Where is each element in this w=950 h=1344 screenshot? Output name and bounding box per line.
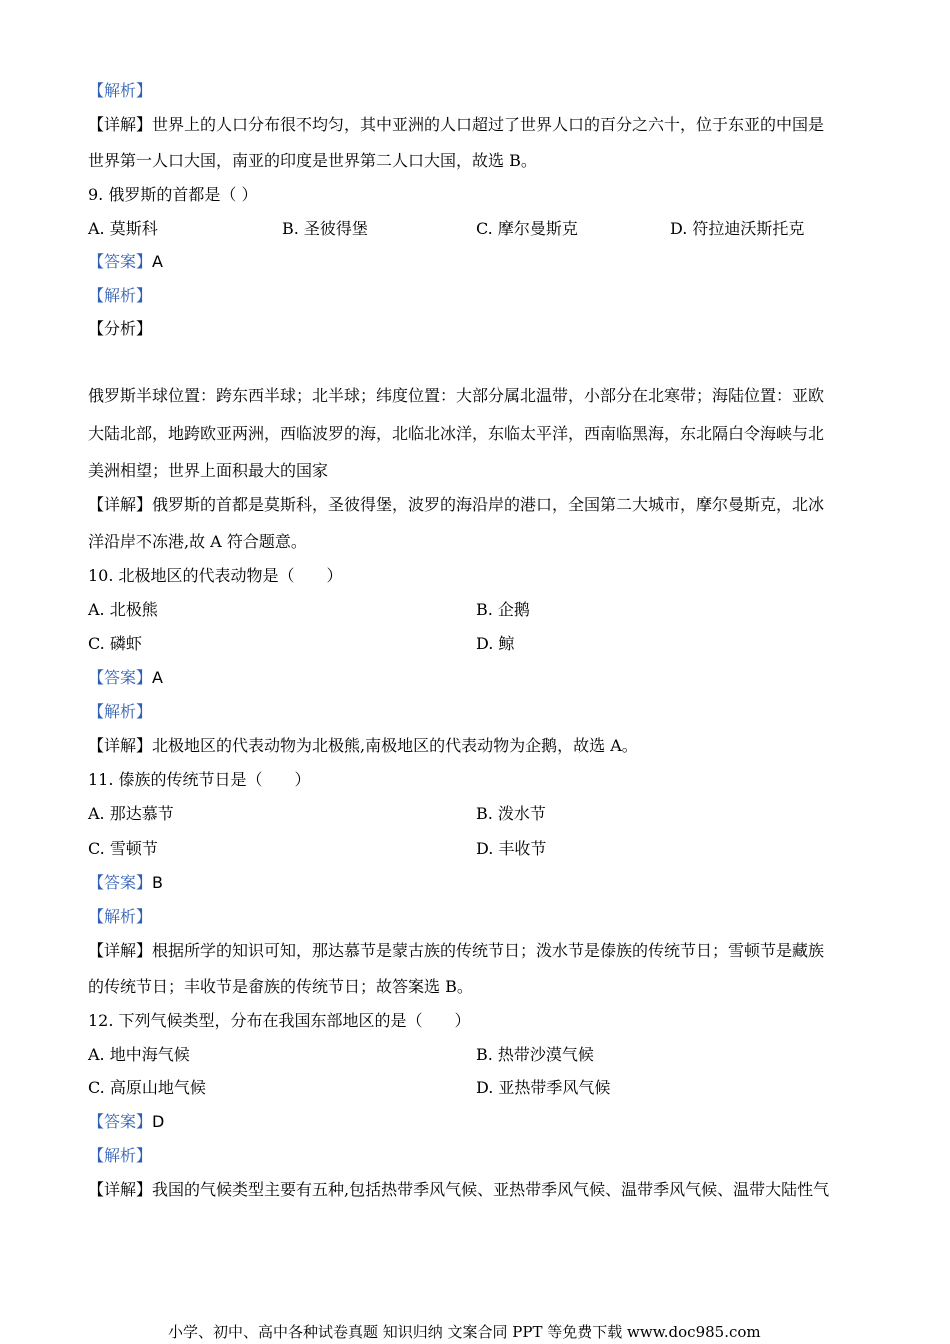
- question-stem: 11. 傣族的传统节日是（ ）: [88, 770, 311, 789]
- option-d: D. 丰收节: [476, 839, 547, 858]
- answer-tag: 【答案】: [88, 1112, 153, 1131]
- detail-line: [88, 735, 638, 757]
- detail-line: [88, 1179, 829, 1201]
- option-c: C. 摩尔曼斯克: [476, 219, 578, 238]
- option-b: B. 企鹅: [476, 600, 530, 619]
- analysis-text: 俄罗斯半球位置：跨东西半球；北半球；纬度位置：大部分属北温带，小部分在北寒带；海陆位置：亚欧: [88, 386, 825, 405]
- detail-text: 洋沿岸不冻港,故 A 符合题意。: [88, 532, 307, 551]
- option-b: B. 圣彼得堡: [282, 219, 368, 238]
- answer-value: A: [152, 252, 163, 271]
- detail-tag: 【详解】: [88, 941, 153, 960]
- option-b: B. 热带沙漠气候: [476, 1045, 594, 1064]
- analysis-tag: 【解析】: [88, 907, 153, 926]
- option-d: D. 鲸: [476, 634, 515, 653]
- detail-line: [88, 494, 824, 516]
- option-b: B. 泼水节: [476, 804, 546, 823]
- detail-text: 世界第一人口大国，南亚的印度是世界第二人口大国，故选 B。: [88, 151, 537, 170]
- detail-text: 北极地区的代表动物为北极熊,南极地区的代表动物为企鹅，故选 A。: [152, 736, 638, 755]
- answer-value: B: [152, 873, 163, 892]
- fenxi-tag: 【分析】: [88, 319, 153, 338]
- option-d: D. 符拉迪沃斯托克: [670, 219, 805, 238]
- option-a: A. 地中海气候: [88, 1045, 190, 1064]
- answer-line: [88, 872, 163, 894]
- detail-tag: 【详解】: [88, 115, 153, 134]
- answer-line: [88, 1111, 164, 1133]
- answer-value: A: [152, 668, 163, 687]
- analysis-tag: 【解析】: [88, 702, 153, 721]
- question-stem: 10. 北极地区的代表动物是（ ）: [88, 566, 343, 585]
- option-d: D. 亚热带季风气候: [476, 1078, 611, 1097]
- detail-line: [88, 940, 824, 962]
- detail-tag: 【详解】: [88, 495, 153, 514]
- detail-text: 的传统节日；丰收节是畲族的传统节日；故答案选 B。: [88, 977, 473, 996]
- answer-tag: 【答案】: [88, 668, 153, 687]
- option-c: C. 雪顿节: [88, 839, 158, 858]
- option-a: A. 那达慕节: [88, 804, 174, 823]
- option-a: A. 莫斯科: [88, 219, 158, 238]
- analysis-text: 美洲相望；世界上面积最大的国家: [88, 461, 329, 480]
- detail-text: 我国的气候类型主要有五种,包括热带季风气候、亚热带季风气候、温带季风气候、温带大陆性气: [152, 1180, 830, 1199]
- detail-line: [88, 114, 824, 136]
- answer-line: [88, 251, 163, 273]
- page-footer: 小学、初中、高中各种试卷真题 知识归纳 文案合同 PPT 等免费下载 www.doc985.com: [168, 1323, 761, 1341]
- analysis-tag: 【解析】: [88, 1146, 153, 1165]
- analysis-tag: 【解析】: [88, 286, 153, 305]
- detail-tag: 【详解】: [88, 736, 153, 755]
- answer-tag: 【答案】: [88, 252, 153, 271]
- option-a: A. 北极熊: [88, 600, 158, 619]
- option-c: C. 磷虾: [88, 634, 142, 653]
- detail-tag: 【详解】: [88, 1180, 153, 1199]
- answer-tag: 【答案】: [88, 873, 153, 892]
- detail-text: 世界上的人口分布很不均匀，其中亚洲的人口超过了世界人口的百分之六十，位于东亚的中国是: [152, 115, 825, 134]
- question-stem: 12. 下列气候类型，分布在我国东部地区的是（ ）: [88, 1011, 471, 1030]
- detail-text: 根据所学的知识可知，那达慕节是蒙古族的传统节日；泼水节是傣族的传统节日；雪顿节是藏族: [152, 941, 825, 960]
- option-c: C. 高原山地气候: [88, 1078, 206, 1097]
- question-stem: 9. 俄罗斯的首都是（ ）: [88, 185, 258, 204]
- detail-text: 俄罗斯的首都是莫斯科，圣彼得堡，波罗的海沿岸的港口，全国第二大城市，摩尔曼斯克，北冰: [152, 495, 825, 514]
- answer-value: D: [152, 1112, 165, 1131]
- analysis-text: 大陆北部，地跨欧亚两洲，西临波罗的海，北临北冰洋，东临太平洋，西南临黑海，东北隔白令海峡与北: [88, 424, 825, 443]
- answer-line: [88, 667, 163, 689]
- analysis-tag: 【解析】: [88, 81, 153, 100]
